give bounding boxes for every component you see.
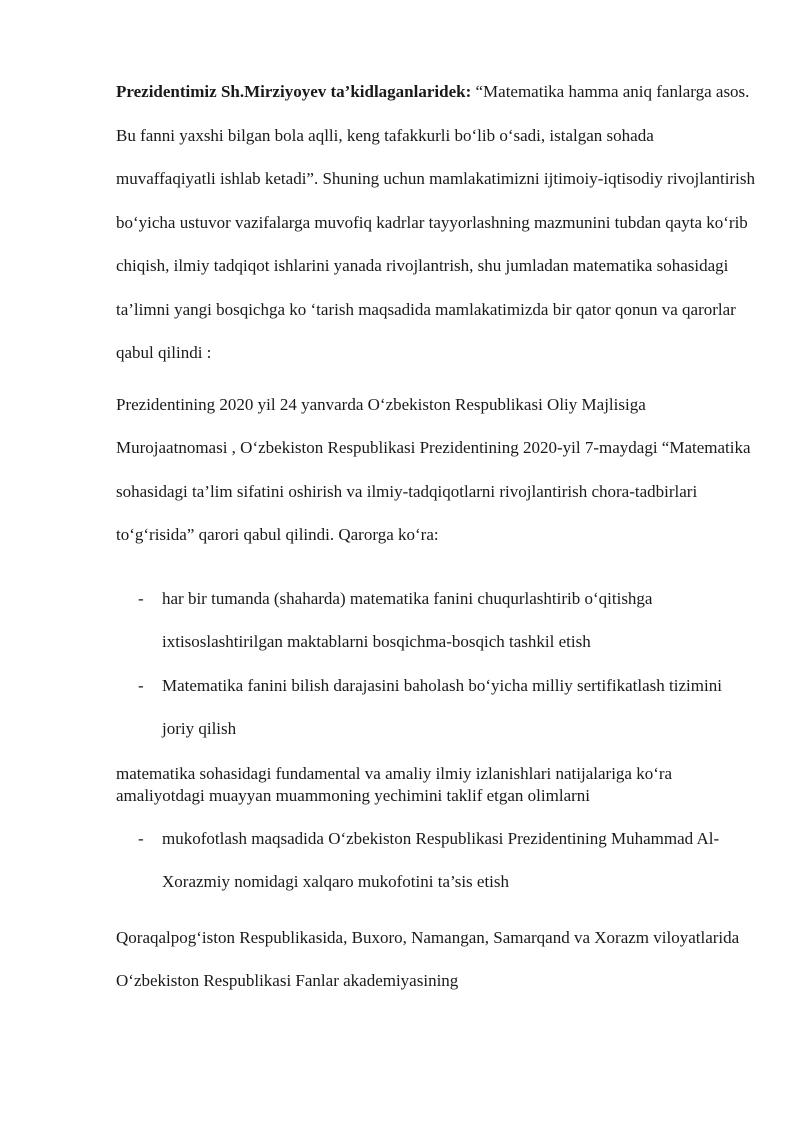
award-list	[116, 817, 756, 904]
list-item	[116, 817, 756, 904]
list-item-text: mukofotlash maqsadida O‘zbekiston Respublikasi Prezidentining Muhammad Al-Xorazmiy nomidagi xalqaro mukofotini ta’sis etish	[162, 828, 720, 891]
intro-paragraph-text: “Matematika hamma aniq fanlarga asos. Bu fanni yaxshi bilgan bola aqlli, keng tafakkurli bo‘lib o‘sadi, istalgan sohada muvaffaqiyatli ishlab ketadi”. Shuning uchun mamlakatimizni ijtimoiy-iqtisodiy rivojlantirish bo‘yicha ustuvor vazifalarga muvofiq kadrlar tayyorlashning mazmunini tubdan qayta ko‘rib chiqish, ilmiy tadqiqot ishlarini yanada rivojlantrish, shu jumladan matematika sohasidagi ta’limni yangi bosqichga ko ‘tarish maqsadida mamlakatimizda bir qator qonun va qarorlar qabul qilindi :	[116, 82, 755, 362]
list-dash: -	[138, 828, 144, 848]
intro-bold-lead: Prezidentimiz Sh.Mirziyoyev ta’kidlaganlaridek:	[116, 82, 472, 101]
intro-paragraph	[116, 70, 756, 375]
regions-paragraph: Qoraqalpog‘iston Respublikasida, Buxoro, Namangan, Samarqand va Xorazm viloyatlarida O‘zbekiston Respublikasi Fanlar akademiyasining	[116, 927, 740, 990]
decree-list	[116, 577, 756, 751]
list-item-text: har bir tumanda (shaharda) matematika fanini chuqurlashtirib o‘qitishga ixtisoslashtirilgan maktablarni bosqichma-bosqich tashkil etish	[162, 588, 653, 651]
list-item-text: Matematika fanini bilish darajasini baholash bo‘yicha milliy sertifikatlash tizimini joriy qilish	[162, 675, 722, 738]
document-page	[116, 70, 756, 1003]
decree-paragraph: Prezidentining 2020 yil 24 yanvarda O‘zbekiston Respublikasi Oliy Majlisiga Murojaatnomasi , O‘zbekiston Respublikasi Prezidentining 2020-yil 7-maydagi “Matematika sohasidagi ta’lim sifatini oshirish va ilmiy-tadqiqotlarni rivojlantirish chora-tadbirlari to‘g‘risida” qarori qabul qilindi. Qarorga ko‘ra:	[116, 394, 751, 544]
list-dash: -	[138, 675, 144, 695]
list-item	[116, 577, 756, 664]
list-dash: -	[138, 588, 144, 608]
list-item	[116, 664, 756, 751]
scientists-paragraph: matematika sohasidagi fundamental va amaliy ilmiy izlanishlari natijalariga ko‘ra amaliyotdagi muayyan muammoning yechimini taklif etgan olimlarni	[116, 763, 673, 805]
